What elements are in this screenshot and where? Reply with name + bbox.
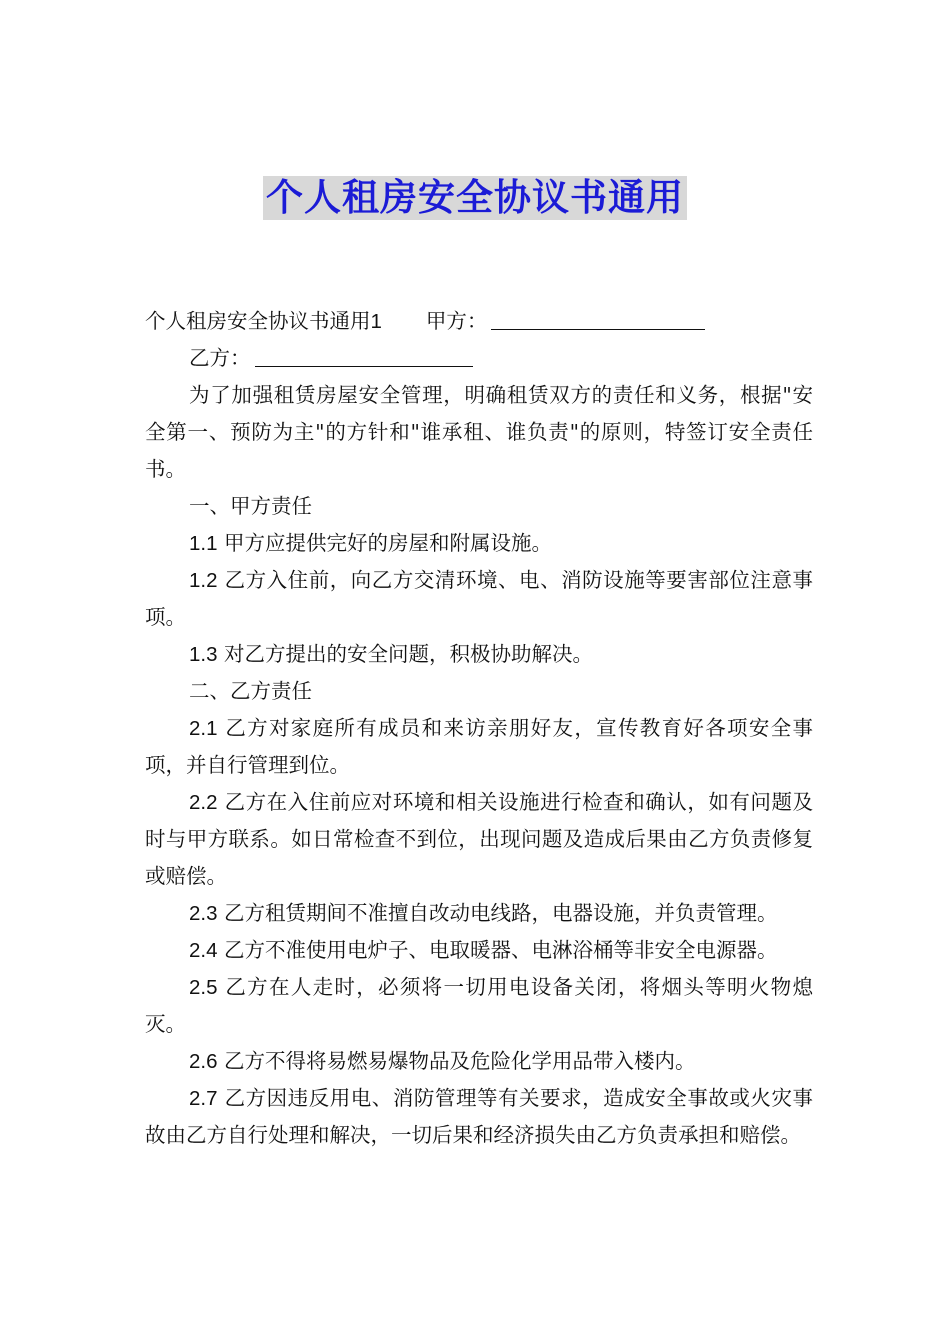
document-body — [145, 303, 813, 1154]
clause-1-1 — [145, 525, 813, 562]
clause-number: 2.6 — [189, 1050, 218, 1073]
clause-text: 乙方不得将易燃易爆物品及危险化学用品带入楼内。 — [224, 1049, 696, 1073]
clause-number: 2.4 — [189, 939, 218, 962]
clause-number: 1.3 — [189, 643, 218, 666]
clause-2-1 — [145, 710, 813, 784]
intro-paragraph: 为了加强租赁房屋安全管理，明确租赁双方的责任和义务，根据"安全第一、预防为主"的方针和"谁承租、谁负责"的原则，特签订安全责任书。 — [145, 383, 813, 481]
clause-number: 2.2 — [189, 791, 218, 814]
party-b-line — [145, 340, 813, 377]
party-b-label: 乙方： — [189, 346, 251, 370]
clause-1-3 — [145, 636, 813, 673]
subtitle: 个人租房安全协议书通用 — [145, 309, 371, 333]
clause-2-7 — [145, 1080, 813, 1154]
party-b-blank — [255, 340, 473, 367]
clause-number: 2.7 — [189, 1087, 218, 1110]
clause-text: 乙方入住前，向乙方交清环境、电、消防设施等要害部位注意事项。 — [145, 568, 813, 629]
clause-2-3 — [145, 895, 813, 932]
document-title: 个人租房安全协议书通用 — [263, 176, 687, 220]
section-b-heading: 二、乙方责任 — [189, 679, 312, 703]
section-a-heading: 一、甲方责任 — [189, 494, 312, 518]
clause-text: 甲方应提供完好的房屋和附属设施。 — [224, 531, 553, 555]
clause-text: 乙方在入住前应对环境和相关设施进行检查和确认，如有问题及时与甲方联系。如日常检查不到位，出现问题及造成后果由乙方负责修复或赔偿。 — [145, 790, 813, 888]
clause-number: 2.1 — [189, 717, 218, 740]
title-container — [0, 176, 950, 220]
clause-2-5 — [145, 969, 813, 1043]
clause-number: 2.5 — [189, 976, 218, 999]
clause-text: 乙方因违反用电、消防管理等有关要求，造成安全事故或火灾事故由乙方自行处理和解决，一切后果和经济损失由乙方负责承担和赔偿。 — [145, 1086, 813, 1147]
clause-text: 乙方不准使用电炉子、电取暖器、电淋浴桶等非安全电源器。 — [224, 938, 778, 962]
header-line — [145, 303, 813, 340]
clause-2-6 — [145, 1043, 813, 1080]
clause-text: 乙方对家庭所有成员和来访亲朋好友，宣传教育好各项安全事项，并自行管理到位。 — [145, 716, 813, 777]
clause-2-4 — [145, 932, 813, 969]
clause-2-2 — [145, 784, 813, 895]
party-a-blank — [491, 303, 705, 330]
clause-text: 乙方在人走时，必须将一切用电设备关闭，将烟头等明火物熄灭。 — [145, 975, 813, 1036]
clause-number: 1.2 — [189, 569, 218, 592]
party-a-label: 甲方： — [425, 309, 488, 333]
clause-1-2 — [145, 562, 813, 636]
clause-number: 2.3 — [189, 902, 218, 925]
clause-text: 对乙方提出的安全问题，积极协助解决。 — [224, 642, 594, 666]
subtitle-number: 1 — [370, 310, 382, 333]
clause-text: 乙方租赁期间不准擅自改动电线路，电器设施，并负责管理。 — [224, 901, 778, 925]
clause-number: 1.1 — [189, 532, 218, 555]
